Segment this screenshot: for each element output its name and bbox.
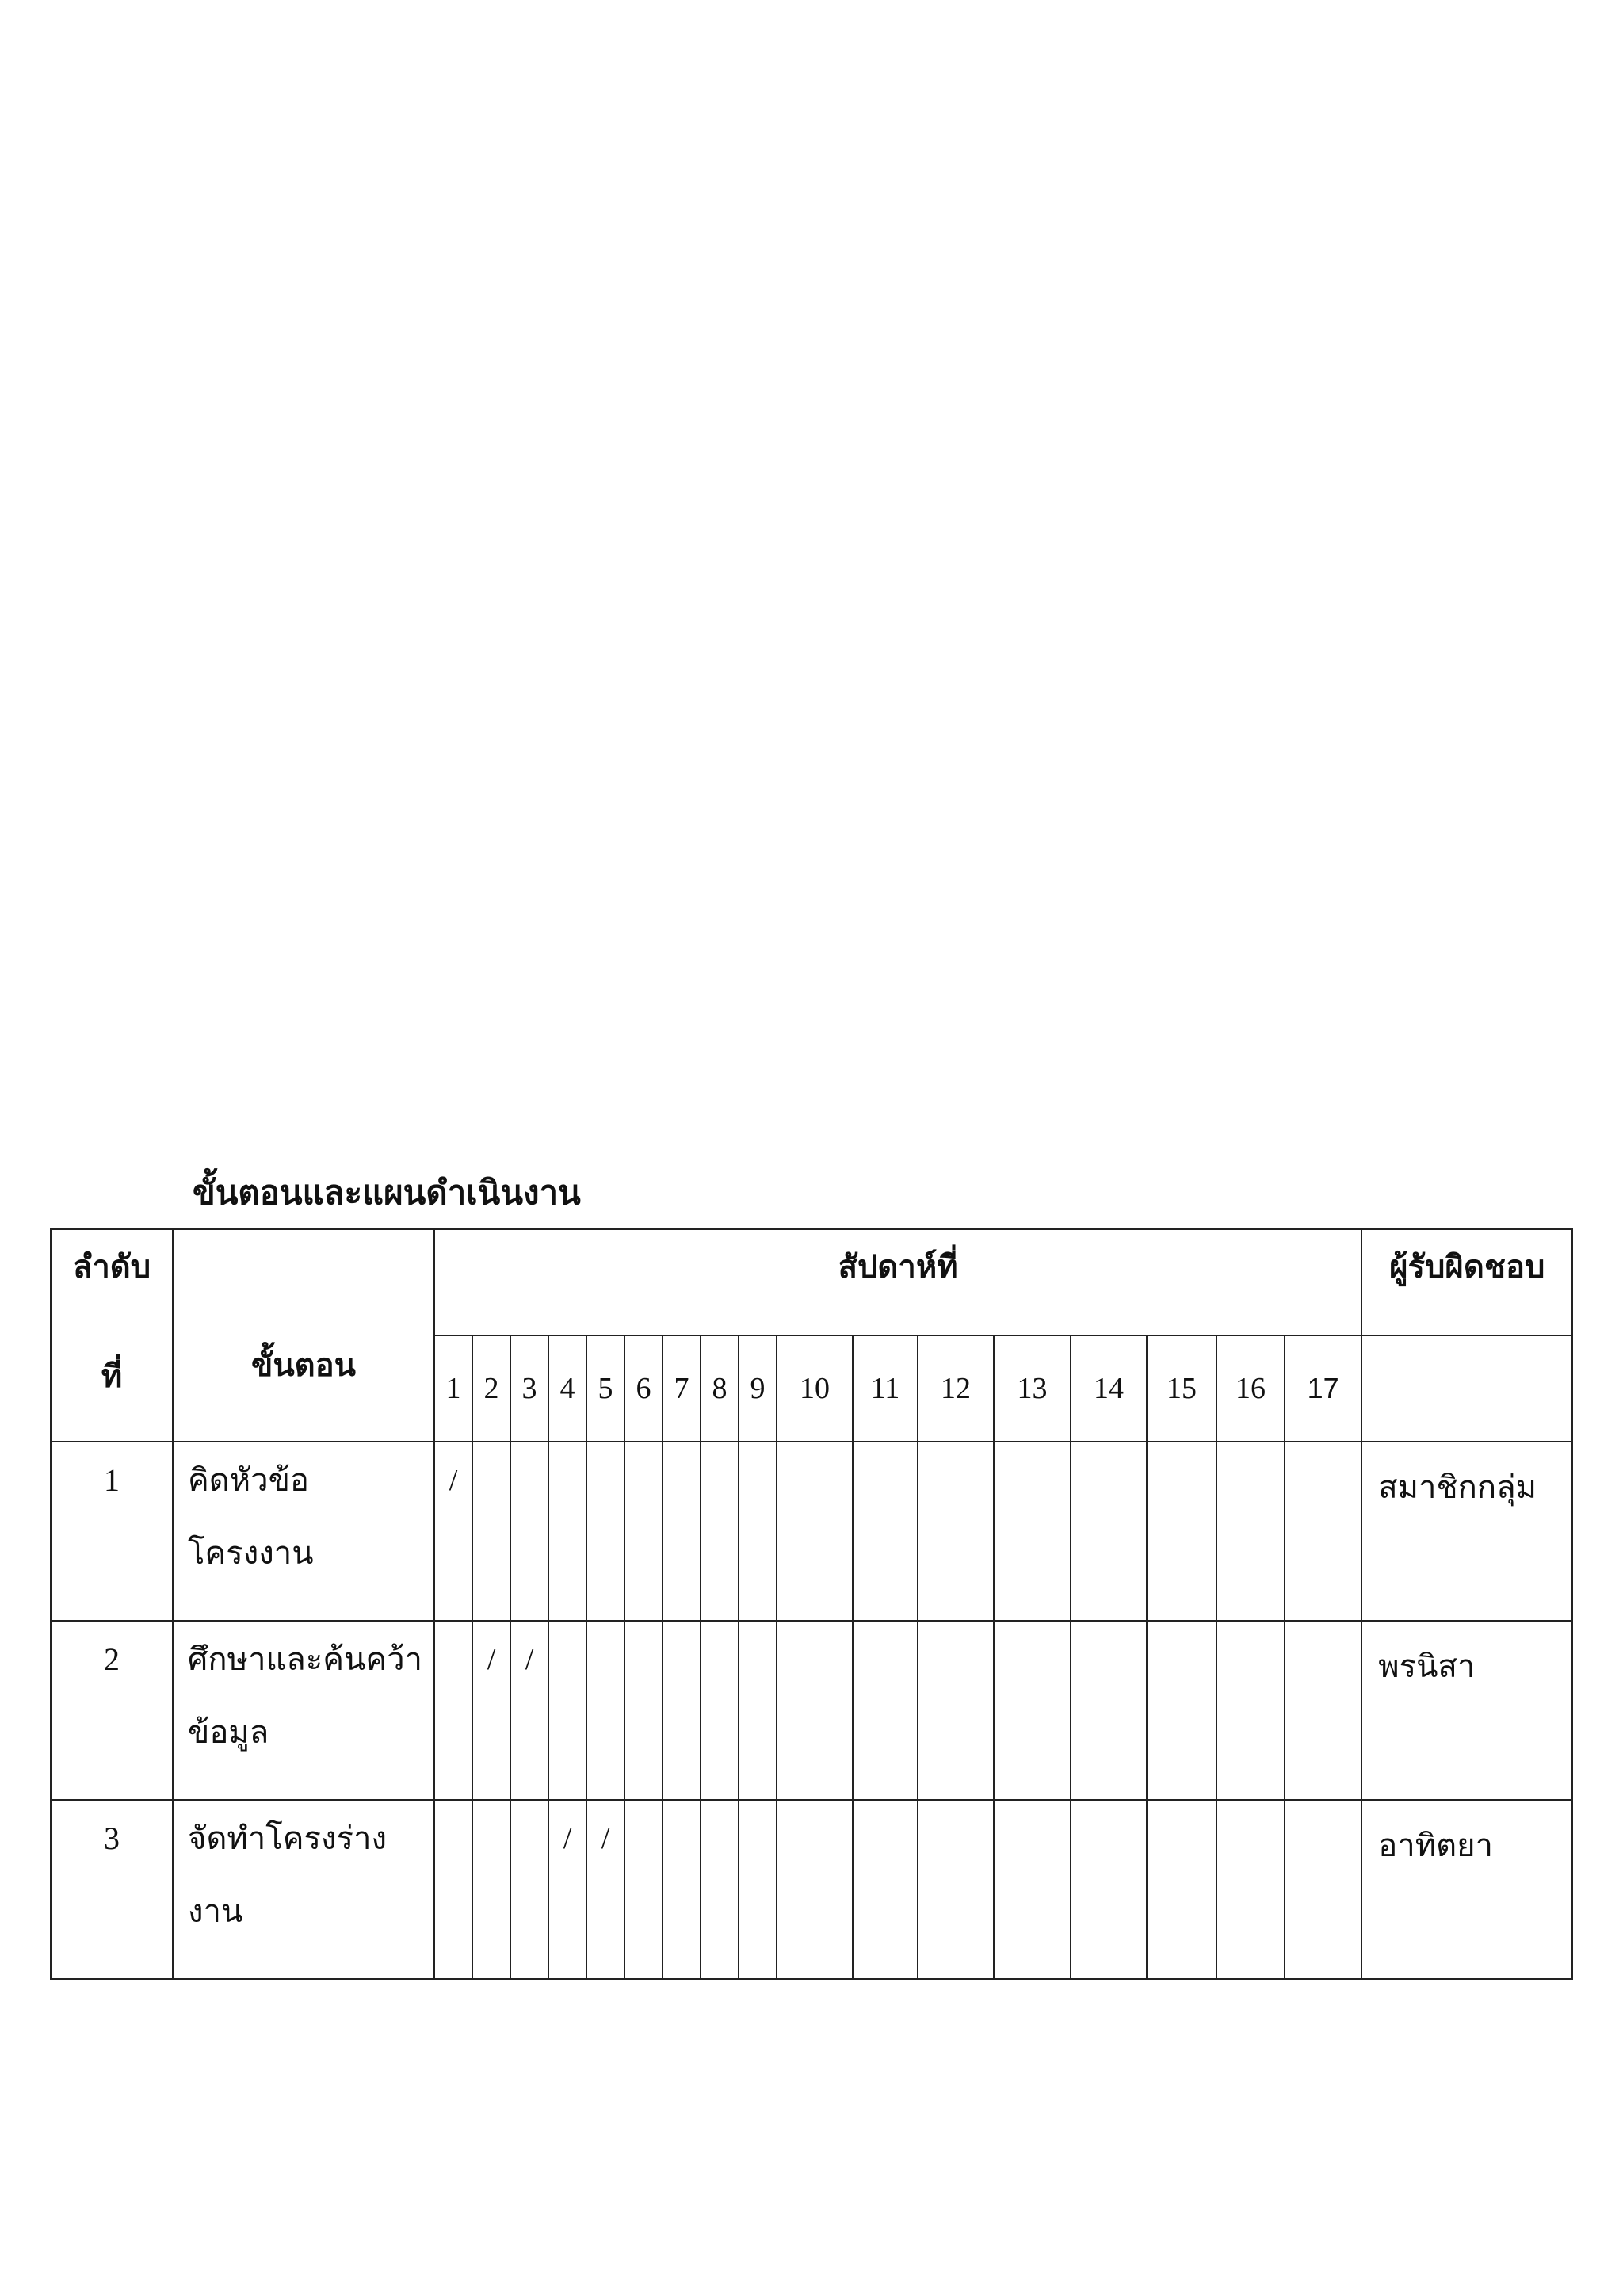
week-cell <box>472 1442 510 1621</box>
week-cell <box>510 1800 548 1979</box>
week-cell <box>777 1621 853 1800</box>
responsible-header <box>1361 1229 1572 1335</box>
row-responsible-value: อาทิตยา <box>1378 1828 1493 1863</box>
week-cell <box>994 1800 1071 1979</box>
row-order-value: 3 <box>104 1820 120 1856</box>
week-cell <box>918 1442 994 1621</box>
week-number: 1 <box>434 1335 472 1442</box>
week-number: 5 <box>586 1335 624 1442</box>
week-cell <box>1071 1621 1147 1800</box>
row-step-line2: โครงงาน <box>188 1535 314 1571</box>
week-cell <box>663 1800 701 1979</box>
row-step-line2: ข้อมูล <box>188 1714 269 1750</box>
week-cell <box>1216 1442 1285 1621</box>
week-number: 13 <box>994 1335 1071 1442</box>
table-row <box>51 1800 1572 1979</box>
week-cell <box>994 1621 1071 1800</box>
week-cell <box>1216 1621 1285 1800</box>
week-cell <box>624 1800 663 1979</box>
step-header <box>173 1229 434 1442</box>
week-number: 15 <box>1147 1335 1216 1442</box>
week-number: 9 <box>739 1335 777 1442</box>
table-header-row <box>51 1229 1572 1335</box>
week-cell <box>701 1621 739 1800</box>
week-cell <box>1147 1621 1216 1800</box>
row-step-line1: คิดหัวข้อ <box>188 1462 309 1498</box>
week-cell <box>701 1800 739 1979</box>
week-cell <box>918 1800 994 1979</box>
row-step <box>173 1621 434 1800</box>
responsible-header-label: ผู้รับผิดชอบ <box>1389 1249 1545 1285</box>
responsible-subheader-empty <box>1361 1335 1572 1442</box>
week-cell <box>777 1442 853 1621</box>
week-number: 6 <box>624 1335 663 1442</box>
order-header <box>51 1229 173 1442</box>
week-number: 10 <box>777 1335 853 1442</box>
row-responsible-value: พรนิสา <box>1378 1648 1476 1684</box>
row-order <box>51 1800 173 1979</box>
week-mark: / <box>601 1822 610 1855</box>
week-cell <box>586 1442 624 1621</box>
week-cell <box>510 1442 548 1621</box>
week-number: 4 <box>548 1335 586 1442</box>
week-cell <box>1285 1621 1361 1800</box>
week-cell <box>434 1621 472 1800</box>
row-order <box>51 1442 173 1621</box>
row-step-line1: ศึกษาและค้นคว้า <box>188 1641 422 1677</box>
row-order <box>51 1621 173 1800</box>
table-row <box>51 1621 1572 1800</box>
week-number: 7 <box>663 1335 701 1442</box>
week-cell <box>1285 1442 1361 1621</box>
week-cell <box>510 1621 548 1800</box>
week-cell <box>548 1442 586 1621</box>
week-number: 17 <box>1285 1335 1361 1442</box>
week-cell <box>472 1800 510 1979</box>
week-number: 11 <box>853 1335 918 1442</box>
week-cell <box>853 1442 918 1621</box>
week-cell <box>1071 1800 1147 1979</box>
week-cell <box>1285 1800 1361 1979</box>
week-number: 16 <box>1216 1335 1285 1442</box>
week-mark: / <box>449 1464 458 1497</box>
week-cell <box>994 1442 1071 1621</box>
order-header-line2: ที่ <box>101 1358 123 1394</box>
week-number: 2 <box>472 1335 510 1442</box>
week-number: 3 <box>510 1335 548 1442</box>
row-responsible <box>1361 1800 1572 1979</box>
week-number: 12 <box>918 1335 994 1442</box>
week-cell <box>624 1442 663 1621</box>
row-step <box>173 1442 434 1621</box>
row-step <box>173 1800 434 1979</box>
week-cell <box>434 1442 472 1621</box>
weeks-header-label: สัปดาห์ที่ <box>838 1249 958 1285</box>
week-cell <box>777 1800 853 1979</box>
weeks-header <box>434 1229 1361 1335</box>
week-cell <box>548 1621 586 1800</box>
week-cell <box>739 1800 777 1979</box>
page-title: ขั้นตอนและแผนดำเนินงาน <box>193 1175 581 1212</box>
week-mark: / <box>563 1822 572 1855</box>
row-order-value: 1 <box>104 1462 120 1498</box>
week-mark: / <box>525 1643 534 1676</box>
week-cell <box>1216 1800 1285 1979</box>
order-header-line1: ลำดับ <box>72 1249 151 1285</box>
week-cell <box>1147 1800 1216 1979</box>
week-number: 14 <box>1071 1335 1147 1442</box>
row-responsible-value: สมาชิกกลุ่ม <box>1378 1469 1537 1505</box>
week-cell <box>853 1621 918 1800</box>
week-cell <box>1147 1442 1216 1621</box>
week-number: 8 <box>701 1335 739 1442</box>
week-cell <box>434 1800 472 1979</box>
week-cell <box>701 1442 739 1621</box>
row-responsible <box>1361 1442 1572 1621</box>
week-mark: / <box>487 1643 496 1676</box>
table-row <box>51 1442 1572 1621</box>
week-cell <box>739 1442 777 1621</box>
week-cell <box>1071 1442 1147 1621</box>
row-order-value: 2 <box>104 1641 120 1677</box>
week-cell <box>663 1442 701 1621</box>
week-cell <box>548 1800 586 1979</box>
week-cell <box>624 1621 663 1800</box>
week-cell <box>853 1800 918 1979</box>
week-cell <box>472 1621 510 1800</box>
week-cell <box>586 1800 624 1979</box>
row-responsible <box>1361 1621 1572 1800</box>
row-step-line2: งาน <box>188 1893 243 1929</box>
week-cell <box>739 1621 777 1800</box>
week-cell <box>586 1621 624 1800</box>
week-cell <box>918 1621 994 1800</box>
work-plan-table <box>50 1228 1573 1980</box>
row-step-line1: จัดทำโครงร่าง <box>188 1820 387 1856</box>
step-header-label: ขั้นตอน <box>250 1347 357 1383</box>
week-cell <box>663 1621 701 1800</box>
